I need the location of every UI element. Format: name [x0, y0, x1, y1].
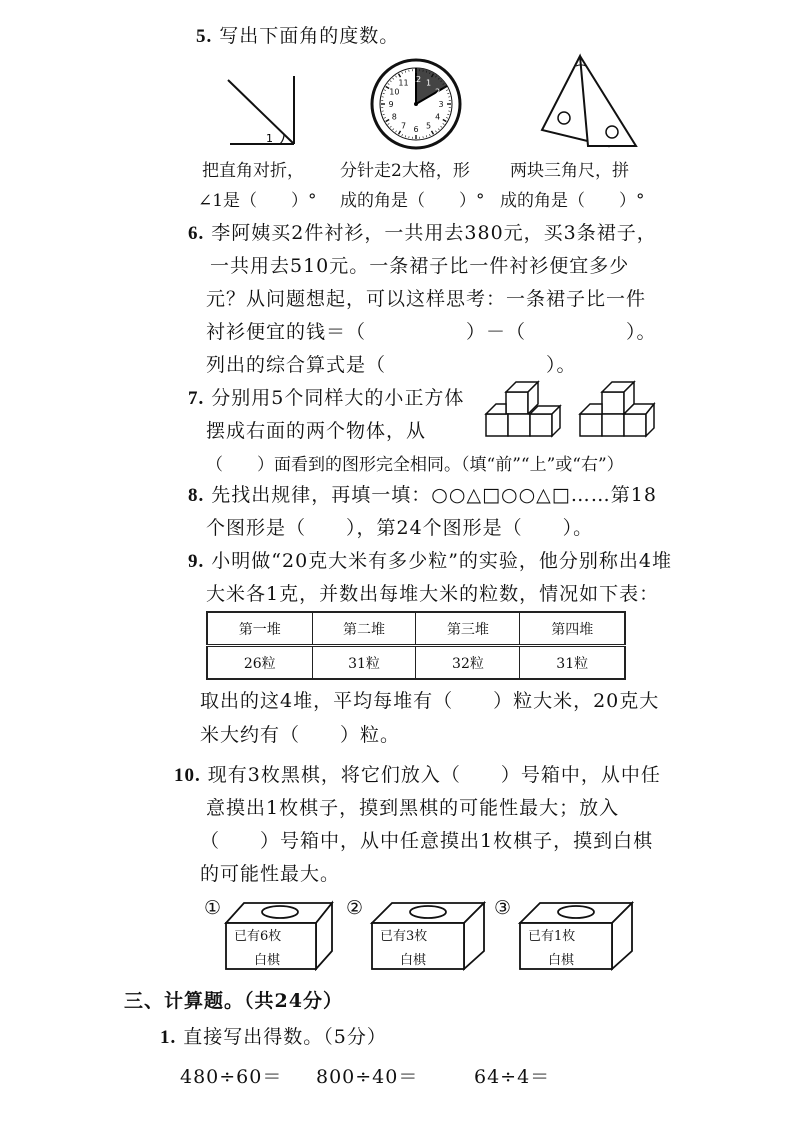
- clock-number: 6: [413, 125, 419, 134]
- q7-line2: 摆成右面的两个物体，从: [206, 420, 427, 442]
- angle-1-label: 1: [266, 132, 273, 145]
- q9-line2: 大米各1克，并数出每堆大米的粒数，情况如下表：: [206, 583, 660, 605]
- clock-number: 1: [425, 78, 432, 88]
- clock-figure: [370, 58, 462, 150]
- q10-text-line1: 现有3枚黑棋，将它们放入（ ）号箱中，从中任: [207, 764, 661, 786]
- table-cell: 32粒: [416, 646, 520, 680]
- q7-number: 7.: [188, 388, 205, 409]
- q10-number: 10.: [174, 765, 201, 786]
- cube-object-left: [484, 378, 564, 444]
- q9-line3: 取出的这4堆，平均每堆有（ ）粒大米，20克大: [200, 690, 660, 712]
- box-3-text1: 已有1枚: [528, 929, 576, 944]
- calc-expr-2: 800÷40＝: [316, 1066, 419, 1088]
- q9-line1: [188, 546, 672, 573]
- section-3-title: 三、计算题。（共24分）: [124, 990, 343, 1012]
- table-header-cell: 第一堆: [207, 612, 312, 646]
- q6-number: 6.: [188, 223, 205, 244]
- q8-line1: [188, 480, 657, 507]
- clock-number: 7: [400, 121, 407, 131]
- calc-expr-3: 64÷4＝: [474, 1066, 551, 1088]
- q5-heading: [196, 21, 399, 48]
- table-cell: 31粒: [312, 646, 416, 680]
- q9-number: 9.: [188, 551, 205, 572]
- box-3-mark: ③: [494, 897, 513, 919]
- q10-line4: 的可能性最大。: [200, 863, 341, 885]
- clock-number: 12: [410, 75, 422, 84]
- q5-sub1-text1: 把直角对折，: [202, 161, 304, 181]
- table-cell: 26粒: [207, 646, 312, 680]
- q7-line3: （ ）面看到的图形完全相同。（填“前”“上”或“右”）: [206, 455, 624, 475]
- clock-number: 9: [388, 100, 394, 109]
- clock-number: 3: [438, 100, 444, 109]
- q5-sub1-text2: ∠1是（ ）°: [198, 191, 317, 211]
- cube-object-right: [578, 378, 658, 444]
- q10-line1: [174, 760, 661, 787]
- rice-count-table: [206, 611, 626, 680]
- q5-sub3-text2: 成的角是（ ）°: [500, 191, 645, 211]
- table-row: [207, 646, 625, 680]
- q7-text-line1: 分别用5个同样大的小正方体: [211, 387, 465, 409]
- q5-sub3-text1: 两块三角尺，拼: [510, 161, 629, 181]
- box-2-text2: 白棋: [400, 953, 427, 968]
- calc-expr-1: 480÷60＝: [180, 1066, 283, 1088]
- clock-number: 10: [389, 87, 400, 97]
- q5-number: 5.: [196, 26, 213, 47]
- q8-line2: 个图形是（ ），第24个图形是（ ）。: [206, 517, 594, 539]
- q7-line1: [188, 383, 464, 410]
- q6-line3: 元？从问题想起，可以这样思考：一条裙子比一件: [206, 288, 647, 310]
- box-3-text2: 白棋: [548, 953, 575, 968]
- q6-line4: 衬衫便宜的钱＝（ ）－（ ）。: [206, 321, 657, 343]
- q6-text-line1: 李阿姨买2件衬衫，一共用去380元，买3条裙子，: [211, 222, 657, 244]
- q8-number: 8.: [188, 485, 205, 506]
- q6-line2: 一共用去510元。一条裙子比一件衬衫便宜多少: [210, 255, 630, 277]
- q8-text-line1: 先找出规律，再填一填：○○△□○○△□……第18: [211, 484, 657, 506]
- q10-line2: 意摸出1枚棋子，摸到黑棋的可能性最大；放入: [206, 797, 620, 819]
- q6-line1: [188, 218, 657, 245]
- triangle-rulers-figure: [530, 50, 640, 160]
- table-cell: 31粒: [520, 646, 625, 680]
- folded-right-angle-figure: [220, 72, 310, 152]
- q9-line4: 米大约有（ ）粒。: [200, 724, 401, 746]
- table-header-cell: 第二堆: [312, 612, 416, 646]
- table-header-cell: 第三堆: [416, 612, 520, 646]
- box-1-text2: 白棋: [254, 953, 281, 968]
- table-header-row: [207, 612, 625, 646]
- section-3-q1-title: 直接写出得数。（5分）: [183, 1026, 387, 1048]
- q6-line5: 列出的综合算式是（ ）。: [206, 354, 577, 376]
- clock-number: 4: [435, 112, 441, 122]
- q5-sub2-text1: 分针走2大格，形: [340, 161, 470, 181]
- clock-number: 5: [425, 121, 432, 131]
- clock-number: 11: [398, 78, 409, 88]
- box-1-mark: ①: [204, 897, 223, 919]
- clock-number: 8: [391, 112, 397, 122]
- q5-title: 写出下面角的度数。: [219, 25, 400, 47]
- section-3-q1-number: 1.: [160, 1027, 177, 1048]
- section-3-q1: [160, 1022, 387, 1049]
- box-1-text1: 已有6枚: [234, 929, 282, 944]
- q5-sub2-text2: 成的角是（ ）°: [340, 191, 485, 211]
- table-header-cell: 第四堆: [520, 612, 625, 646]
- q9-text-line1: 小明做“20克大米有多少粒”的实验，他分别称出4堆: [211, 550, 672, 572]
- clock-number: 2: [435, 87, 441, 97]
- box-2-text1: 已有3枚: [380, 929, 428, 944]
- q10-line3: （ ）号箱中，从中任意摸出1枚棋子，摸到白棋: [200, 830, 654, 852]
- box-2-mark: ②: [346, 897, 365, 919]
